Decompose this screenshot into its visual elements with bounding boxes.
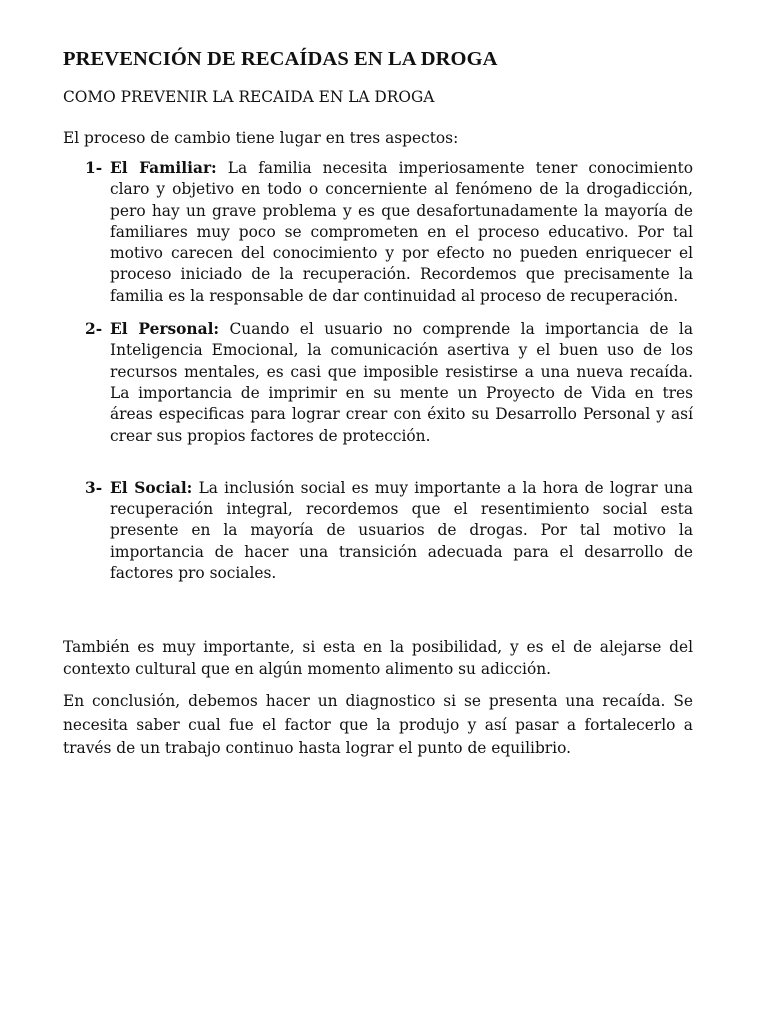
list-item-text: La familia necesita imperiosamente tener conocimiento claro y objetivo en todo o concerniente al fenómeno de la drogadicción, pero hay un grave problema y es que desafortunadamente la mayoría de familiares muy poco se comprometen en el proceso educativo. Por tal motivo carecen del conocimiento y por efecto no pueden enriquecer el proceso iniciado de la recuperación. Recordemos que precisamente la familia es la responsable de dar continuidad al proceso de recuperación.: [110, 159, 693, 305]
document-subtitle: COMO PREVENIR LA RECAIDA EN LA DROGA: [63, 88, 435, 106]
list-item-text: La inclusión social es muy importante a la hora de lograr una recuperación integral, recordemos que el resentimiento social esta presente en la mayoría de usuarios de drogas. Por tal motivo la importancia de hacer una transición adecuada para el desarrollo de factores pro sociales.: [110, 478, 693, 583]
document-page: [63, 44, 693, 761]
list-item: [63, 319, 693, 447]
list-item-number: 2-: [85, 320, 103, 339]
body-paragraph: También es muy importante, si esta en la posibilidad, y es el de alejarse del contexto cultural que en algún momento alimento su adicción.: [63, 638, 693, 678]
list-item-number: 3-: [85, 478, 103, 497]
list-item-heading: El Social:: [110, 478, 193, 497]
list-item-text: Cuando el usuario no comprende la importancia de la Inteligencia Emocional, la comunicación asertiva y el buen uso de los recursos mentales, es casi que imposible resistirse a una nueva recaída. La importancia de imprimir en su mente un Proyecto de Vida en tres áreas especificas para lograr crear con éxito su Desarrollo Personal y así crear sus propios factores de protección.: [110, 320, 693, 445]
intro-paragraph: El proceso de cambio tiene lugar en tres aspectos:: [63, 129, 459, 147]
conclusion-paragraph: En conclusión, debemos hacer un diagnostico si se presenta una recaída. Se necesita saber cual fue el factor que la produjo y así pasar a fortalecerlo a través de un trabajo continuo hasta lograr el punto de equilibrio.: [63, 692, 693, 758]
list-item-heading: El Personal:: [110, 320, 220, 339]
list-item: [63, 158, 693, 307]
document-title: PREVENCIÓN DE RECAÍDAS EN LA DROGA: [63, 48, 498, 70]
aspects-list: [63, 158, 693, 584]
list-item-heading: El Familiar:: [110, 159, 217, 177]
list-item: [63, 478, 693, 584]
list-item-number: 1-: [85, 159, 103, 177]
